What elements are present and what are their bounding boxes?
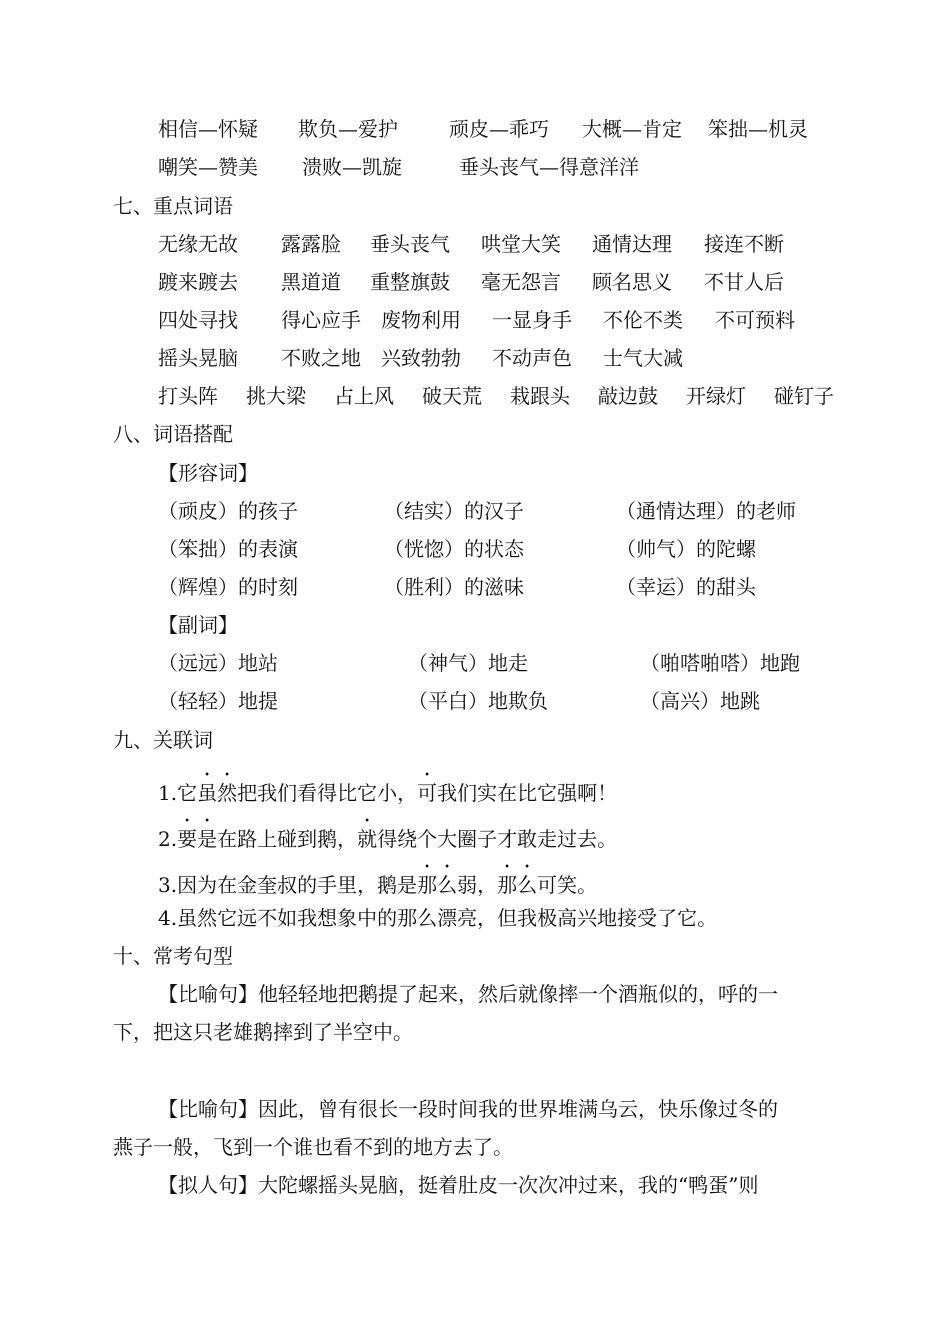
conjunction-sentence-2 [158,816,617,853]
sentence-part: 2. [158,827,178,851]
antonym-item: 笨拙—机灵 [708,117,808,141]
key-word: 挑大梁 [246,384,306,408]
key-word: 黑道道 [281,270,341,294]
key-word: 碰钉子 [774,384,834,408]
key-word: 得心应手 [281,308,361,332]
section-9-heading: 九、关联词 [113,728,213,752]
adjective-label: 【形容词】 [158,461,258,485]
sentence-part: 我们实在比它强啊！ [437,781,618,805]
key-word: 接连不断 [704,232,784,256]
key-word: 踱来踱去 [158,270,238,294]
collocation-item: （辉煌）的时刻 [158,575,298,599]
sentence-example-line: 【拟人句】大陀螺摇头晃脑，挺着肚皮一次次冲过来，我的“鸭蛋”则 [158,1173,759,1197]
key-word: 兴致勃勃 [381,346,461,370]
sentence-part: 得绕个大圈子才敢走过去。 [377,827,618,851]
key-word: 破天荒 [422,384,482,408]
collocation-item: （帅气）的陀螺 [616,537,756,561]
collocation-item: （胜利）的滋味 [384,575,524,599]
collocation-item: （顽皮）的孩子 [158,499,298,523]
emphasized-conjunction: 可 [417,781,438,805]
antonym-item: 垂头丧气—得意洋洋 [459,155,639,179]
collocation-item: （笨拙）的表演 [158,537,298,561]
emphasized-conjunction: 虽然 [197,781,238,805]
antonym-item: 欺负—爱护 [298,117,398,141]
key-word: 垂头丧气 [370,232,450,256]
key-word: 不败之地 [281,346,361,370]
emphasized-conjunction: 那么 [497,873,538,897]
sentence-example-line: 燕子一般，飞到一个谁也看不到的地方去了。 [113,1135,513,1159]
key-word: 顾名思义 [592,270,672,294]
key-word: 废物利用 [381,308,461,332]
collocation-item: （啪嗒啪嗒）地跑 [640,651,800,675]
emphasized-conjunction: 那么 [417,873,458,897]
sentence-part: 3.因为在金奎叔的手里，鹅是 [158,873,418,897]
sentence-part: 弱， [457,873,498,897]
sentence-example-line: 【比喻句】他轻轻地把鹅提了起来，然后就像摔一个酒瓶似的，呼的一 [158,982,778,1006]
sentence-part: 可笑。 [537,873,598,897]
collocation-item: （恍惚）的状态 [384,537,524,561]
key-word: 不可预料 [715,308,795,332]
collocation-item: （远远）地站 [158,651,278,675]
sentence-example-line: 下，把这只老雄鹅摔到了半空中。 [113,1020,413,1044]
collocation-item: （幸运）的甜头 [616,575,756,599]
collocation-item: （通情达理）的老师 [616,499,796,523]
key-word: 重整旗鼓 [370,270,450,294]
key-word: 一显身手 [492,308,572,332]
key-word: 哄堂大笑 [481,232,561,256]
emphasized-conjunction: 要是 [177,827,218,851]
sentence-example-line: 【比喻句】因此，曾有很长一段时间我的世界堆满乌云，快乐像过冬的 [158,1097,778,1121]
key-word: 通情达理 [592,232,672,256]
collocation-item: （轻轻）地提 [158,689,278,713]
key-word: 不动声色 [492,346,572,370]
sentence-part: 把我们看得比它小， [237,781,418,805]
emphasized-conjunction: 就 [357,827,378,851]
key-word: 露露脸 [281,232,341,256]
key-word: 打头阵 [158,384,218,408]
conjunction-sentence-1 [158,770,617,807]
key-word: 毫无怨言 [481,270,561,294]
key-word: 士气大减 [603,346,683,370]
section-10-heading: 十、常考句型 [113,944,233,968]
key-word: 敲边鼓 [598,384,658,408]
antonym-item: 顽皮—乖巧 [449,117,549,141]
sentence-part: 在路上碰到鹅， [217,827,358,851]
key-word: 占上风 [334,384,394,408]
section-8-heading: 八、词语搭配 [113,422,233,446]
key-word: 不甘人后 [704,270,784,294]
antonym-item: 嘲笑—赞美 [158,155,258,179]
adverb-label: 【副词】 [158,613,238,637]
conjunction-sentence-3 [158,862,597,899]
conjunction-sentence-4: 4.虽然它远不如我想象中的那么漂亮，但我极高兴地接受了它。 [158,906,718,930]
antonym-item: 溃败—凯旋 [302,155,402,179]
key-word: 摇头晃脑 [158,346,238,370]
key-word: 不伦不类 [603,308,683,332]
collocation-item: （高兴）地跳 [640,689,760,713]
key-word: 无缘无故 [158,232,238,256]
antonym-item: 大概—肯定 [582,117,682,141]
section-7-heading: 七、重点词语 [113,194,233,218]
collocation-item: （结实）的汉子 [384,499,524,523]
collocation-item: （神气）地走 [408,651,528,675]
antonym-item: 相信—怀疑 [158,117,258,141]
sentence-part: 1.它 [158,781,198,805]
key-word: 四处寻找 [158,308,238,332]
key-word: 开绿灯 [686,384,746,408]
key-word: 栽跟头 [510,384,570,408]
collocation-item: （平白）地欺负 [408,689,548,713]
